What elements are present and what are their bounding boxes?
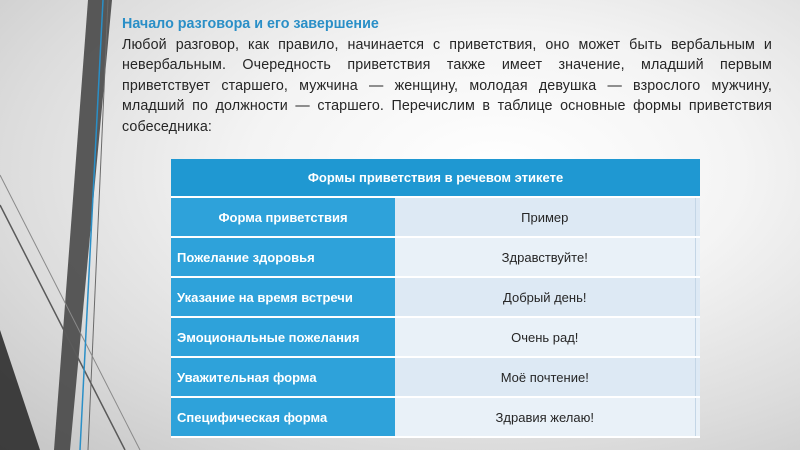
table-edge — [695, 357, 700, 397]
row-form: Указание на время встречи — [171, 277, 395, 317]
row-form: Эмоциональные пожелания — [171, 317, 395, 357]
table-row — [171, 237, 700, 277]
row-example: Моё почтение! — [395, 357, 695, 397]
table-edge — [695, 197, 700, 237]
slide-paragraph: Любой разговор, как правило, начинается с приветствия, оно может быть вербальным и невербальным. Очередность приветствия также имеет значение, младший первым приветствует старшего, мужчина — женщину, молодая девушка — взрослого мужчину, младший по должности — старшего. Перечислим в таблице основные формы приветствия собеседника: — [122, 36, 772, 135]
greetings-table — [171, 159, 700, 438]
header-example: Пример — [395, 197, 695, 237]
header-form: Форма приветствия — [171, 197, 395, 237]
table-title-row — [171, 159, 700, 197]
slide-heading: Начало разговора и его завершение — [122, 16, 379, 32]
text-block — [122, 14, 772, 137]
row-form: Специфическая форма — [171, 397, 395, 437]
table-edge — [695, 397, 700, 437]
row-form: Уважительная форма — [171, 357, 395, 397]
table-edge — [695, 237, 700, 277]
table-edge — [695, 317, 700, 357]
row-form: Пожелание здоровья — [171, 237, 395, 277]
table-header-row — [171, 197, 700, 237]
row-example: Очень рад! — [395, 317, 695, 357]
table-title: Формы приветствия в речевом этикете — [171, 159, 700, 197]
deco-dark-corner — [0, 330, 40, 450]
row-example: Здравствуйте! — [395, 237, 695, 277]
table-row — [171, 317, 700, 357]
row-example: Здравия желаю! — [395, 397, 695, 437]
table-row — [171, 357, 700, 397]
table-row — [171, 397, 700, 437]
table-edge — [695, 277, 700, 317]
row-example: Добрый день! — [395, 277, 695, 317]
table-row — [171, 277, 700, 317]
